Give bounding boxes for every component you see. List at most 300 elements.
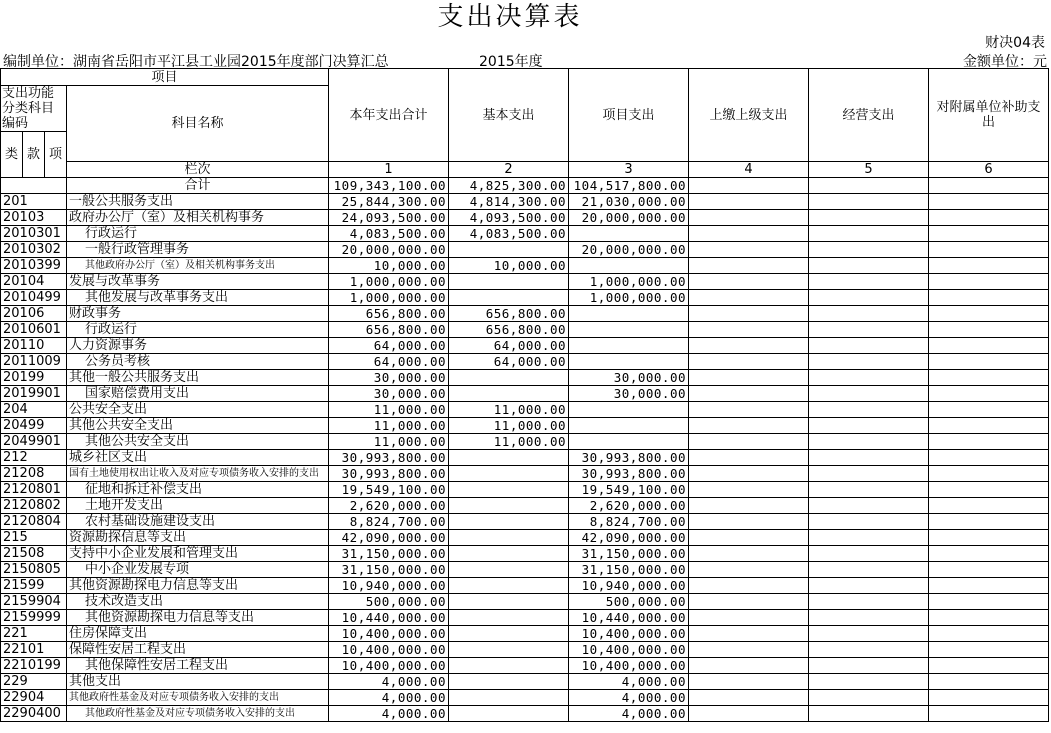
row-c3: 1,000,000.00: [569, 274, 689, 290]
row-c3: 8,824,700.00: [569, 514, 689, 530]
col-no-2: 2: [449, 162, 569, 178]
row-c6: [929, 466, 1049, 482]
row-code: 22101: [1, 642, 67, 658]
row-c2: 4,093,500.00: [449, 210, 569, 226]
row-name: 政府办公厅（室）及相关机构事务: [67, 210, 329, 226]
row-c5: [809, 322, 929, 338]
row-c2: [449, 658, 569, 674]
table-row: [1, 690, 1049, 706]
row-c3: 20,000,000.00: [569, 242, 689, 258]
row-c1: 42,090,000.00: [329, 530, 449, 546]
row-c3: [569, 354, 689, 370]
row-c5: [809, 466, 929, 482]
row-c1: 64,000.00: [329, 338, 449, 354]
row-code: 201: [1, 194, 67, 210]
table-row: [1, 466, 1049, 482]
row-name: 国家赔偿费用支出: [67, 386, 329, 402]
row-code: 20199: [1, 370, 67, 386]
row-name: 国有土地使用权出让收入及对应专项债务收入安排的支出: [67, 466, 329, 482]
row-c1: 19,549,100.00: [329, 482, 449, 498]
row-c6: [929, 578, 1049, 594]
row-c6: [929, 482, 1049, 498]
row-c5: [809, 418, 929, 434]
row-name: 住房保障支出: [67, 626, 329, 642]
row-c5: [809, 706, 929, 722]
row-c2: [449, 498, 569, 514]
row-name: 其他发展与改革事务支出: [67, 290, 329, 306]
row-c6: [929, 434, 1049, 450]
col-no-3: 3: [569, 162, 689, 178]
row-name: 其他资源勘探电力信息等支出: [67, 578, 329, 594]
table-row: [1, 642, 1049, 658]
row-c3: [569, 258, 689, 274]
row-code: 20106: [1, 306, 67, 322]
row-c3: 4,000.00: [569, 674, 689, 690]
row-c6: [929, 242, 1049, 258]
row-c5: [809, 610, 929, 626]
row-c1: 8,824,700.00: [329, 514, 449, 530]
row-c5: [809, 290, 929, 306]
row-name: 其他公共安全支出: [67, 418, 329, 434]
row-c6: [929, 210, 1049, 226]
row-c6: [929, 290, 1049, 306]
report-year: 2015年度: [479, 54, 543, 70]
row-name: 支持中小企业发展和管理支出: [67, 546, 329, 562]
col-no-4: 4: [689, 162, 809, 178]
row-c5: [809, 194, 929, 210]
table-row: [1, 530, 1049, 546]
row-c4: [689, 594, 809, 610]
row-c1: 500,000.00: [329, 594, 449, 610]
row-c6: [929, 626, 1049, 642]
row-c1: 11,000.00: [329, 434, 449, 450]
row-c2: 656,800.00: [449, 322, 569, 338]
row-code: 2010302: [1, 242, 67, 258]
row-c3: 42,090,000.00: [569, 530, 689, 546]
row-name: 一般行政管理事务: [67, 242, 329, 258]
row-c6: [929, 354, 1049, 370]
row-c5: [809, 210, 929, 226]
row-name: 行政运行: [67, 322, 329, 338]
row-c5: [809, 226, 929, 242]
table-row: [1, 274, 1049, 290]
row-c3: 31,150,000.00: [569, 562, 689, 578]
row-c1: 30,993,800.00: [329, 450, 449, 466]
row-c6: [929, 370, 1049, 386]
row-name: 资源勘探信息等支出: [67, 530, 329, 546]
row-c2: [449, 578, 569, 594]
row-code: 21208: [1, 466, 67, 482]
row-c3: 1,000,000.00: [569, 290, 689, 306]
report-title: 支出决算表: [437, 2, 583, 32]
table-row: [1, 594, 1049, 610]
row-c1: 10,400,000.00: [329, 626, 449, 642]
table-row: [1, 258, 1049, 274]
row-c2: 10,000.00: [449, 258, 569, 274]
row-name: 其他支出: [67, 674, 329, 690]
row-c3: 30,993,800.00: [569, 466, 689, 482]
row-c2: [449, 482, 569, 498]
row-c6: [929, 546, 1049, 562]
row-c5: [809, 434, 929, 450]
row-code: 2120802: [1, 498, 67, 514]
row-code: 2010399: [1, 258, 67, 274]
row-c3: [569, 338, 689, 354]
row-c4: [689, 706, 809, 722]
row-c5: [809, 530, 929, 546]
row-c1: 4,000.00: [329, 674, 449, 690]
row-c5: [809, 242, 929, 258]
row-c6: [929, 594, 1049, 610]
row-code: 2150805: [1, 562, 67, 578]
row-name: 其他保障性安居工程支出: [67, 658, 329, 674]
table-row: [1, 194, 1049, 210]
row-c4: [689, 274, 809, 290]
row-c5: [809, 546, 929, 562]
row-c2: [449, 290, 569, 306]
row-c1: 31,150,000.00: [329, 546, 449, 562]
row-c6: [929, 658, 1049, 674]
row-c6: [929, 674, 1049, 690]
row-c6: [929, 562, 1049, 578]
expenditure-table: [0, 68, 1049, 722]
row-code: 2120804: [1, 514, 67, 530]
header-c1: 本年支出合计: [329, 69, 449, 162]
row-c5: [809, 690, 929, 706]
col-no-label: 栏次: [67, 162, 329, 178]
row-name: 财政事务: [67, 306, 329, 322]
row-c1: 30,993,800.00: [329, 466, 449, 482]
row-c5: [809, 498, 929, 514]
row-c1: 30,000.00: [329, 386, 449, 402]
row-name: 发展与改革事务: [67, 274, 329, 290]
total-c3: 104,517,800.00: [569, 178, 689, 194]
row-c2: [449, 370, 569, 386]
row-c1: 4,083,500.00: [329, 226, 449, 242]
total-c1: 109,343,100.00: [329, 178, 449, 194]
row-c4: [689, 562, 809, 578]
row-c4: [689, 386, 809, 402]
row-c3: 10,400,000.00: [569, 626, 689, 642]
row-code: 2010601: [1, 322, 67, 338]
table-row: [1, 578, 1049, 594]
row-code: 20103: [1, 210, 67, 226]
table-row: [1, 706, 1049, 722]
table-row: [1, 338, 1049, 354]
row-c5: [809, 306, 929, 322]
row-c6: [929, 386, 1049, 402]
row-c3: 10,400,000.00: [569, 658, 689, 674]
org-name: 编制单位：湖南省岳阳市平江县工业园2015年度部门决算汇总: [3, 54, 389, 70]
form-number: 财决04表: [985, 35, 1045, 51]
table-row: [1, 498, 1049, 514]
row-c6: [929, 194, 1049, 210]
row-c4: [689, 642, 809, 658]
header-c4: 上缴上级支出: [689, 69, 809, 162]
row-c2: [449, 594, 569, 610]
row-c1: 11,000.00: [329, 402, 449, 418]
row-c3: 19,549,100.00: [569, 482, 689, 498]
row-name: 一般公共服务支出: [67, 194, 329, 210]
row-c6: [929, 322, 1049, 338]
row-code: 229: [1, 674, 67, 690]
row-c5: [809, 274, 929, 290]
table-row: [1, 370, 1049, 386]
row-c2: [449, 450, 569, 466]
table-row: [1, 626, 1049, 642]
row-c4: [689, 466, 809, 482]
row-c1: 10,400,000.00: [329, 658, 449, 674]
row-c5: [809, 482, 929, 498]
row-c6: [929, 530, 1049, 546]
header-c6: 对附属单位补助支出: [929, 69, 1049, 162]
row-c3: 10,940,000.00: [569, 578, 689, 594]
row-c4: [689, 658, 809, 674]
row-c6: [929, 226, 1049, 242]
row-c1: 11,000.00: [329, 418, 449, 434]
row-code: 21508: [1, 546, 67, 562]
row-c4: [689, 306, 809, 322]
row-c3: [569, 434, 689, 450]
row-code: 22904: [1, 690, 67, 706]
row-c6: [929, 338, 1049, 354]
table-row: [1, 418, 1049, 434]
row-c5: [809, 354, 929, 370]
row-c6: [929, 514, 1049, 530]
row-c3: 4,000.00: [569, 690, 689, 706]
row-c2: 11,000.00: [449, 402, 569, 418]
row-c4: [689, 546, 809, 562]
row-c5: [809, 386, 929, 402]
row-name: 人力资源事务: [67, 338, 329, 354]
row-c5: [809, 642, 929, 658]
table-row: [1, 402, 1049, 418]
row-c1: 656,800.00: [329, 306, 449, 322]
row-code: 21599: [1, 578, 67, 594]
row-c4: [689, 210, 809, 226]
row-c2: [449, 610, 569, 626]
row-c1: 20,000,000.00: [329, 242, 449, 258]
row-code: 2210199: [1, 658, 67, 674]
table-row: [1, 242, 1049, 258]
row-c4: [689, 434, 809, 450]
row-c2: [449, 546, 569, 562]
row-c5: [809, 594, 929, 610]
row-name: 其他资源勘探电力信息等支出: [67, 610, 329, 626]
row-c4: [689, 338, 809, 354]
row-c6: [929, 258, 1049, 274]
row-c6: [929, 418, 1049, 434]
row-c5: [809, 450, 929, 466]
row-name: 公共安全支出: [67, 402, 329, 418]
row-c1: 25,844,300.00: [329, 194, 449, 210]
row-code: 2011009: [1, 354, 67, 370]
row-c2: [449, 706, 569, 722]
row-name: 其他政府办公厅（室）及相关机构事务支出: [67, 258, 329, 274]
row-code: 2049901: [1, 434, 67, 450]
row-c3: 500,000.00: [569, 594, 689, 610]
row-name: 技术改造支出: [67, 594, 329, 610]
header-lei: 类: [1, 132, 23, 178]
row-c3: [569, 402, 689, 418]
row-c3: 30,993,800.00: [569, 450, 689, 466]
row-c6: [929, 690, 1049, 706]
row-c4: [689, 402, 809, 418]
row-c1: 10,000.00: [329, 258, 449, 274]
row-c3: 2,620,000.00: [569, 498, 689, 514]
row-code: 2159904: [1, 594, 67, 610]
row-c5: [809, 258, 929, 274]
row-c2: [449, 642, 569, 658]
row-c4: [689, 194, 809, 210]
row-c4: [689, 354, 809, 370]
row-c6: [929, 450, 1049, 466]
col-no-6: 6: [929, 162, 1049, 178]
row-name: 其他公共安全支出: [67, 434, 329, 450]
row-c2: [449, 466, 569, 482]
row-c2: [449, 690, 569, 706]
table-row: [1, 450, 1049, 466]
row-code: 221: [1, 626, 67, 642]
row-c2: [449, 274, 569, 290]
row-code: 2010499: [1, 290, 67, 306]
row-c5: [809, 658, 929, 674]
row-c3: 20,000,000.00: [569, 210, 689, 226]
header-func-class: 支出功能分类科目编码: [1, 86, 67, 132]
table-row: [1, 514, 1049, 530]
table-row: [1, 658, 1049, 674]
row-c3: 4,000.00: [569, 706, 689, 722]
row-code: 2159999: [1, 610, 67, 626]
col-no-5: 5: [809, 162, 929, 178]
row-c4: [689, 322, 809, 338]
row-c2: [449, 242, 569, 258]
row-c4: [689, 514, 809, 530]
table-row: [1, 210, 1049, 226]
row-c4: [689, 610, 809, 626]
row-c3: [569, 226, 689, 242]
row-c1: 64,000.00: [329, 354, 449, 370]
row-c2: 4,814,300.00: [449, 194, 569, 210]
row-c5: [809, 562, 929, 578]
row-c3: 31,150,000.00: [569, 546, 689, 562]
table-row: [1, 562, 1049, 578]
row-name: 征地和拆迁补偿支出: [67, 482, 329, 498]
row-c3: [569, 418, 689, 434]
total-c4: [689, 178, 809, 194]
row-c5: [809, 674, 929, 690]
row-c3: 21,030,000.00: [569, 194, 689, 210]
row-c4: [689, 482, 809, 498]
row-c1: 4,000.00: [329, 706, 449, 722]
row-c4: [689, 690, 809, 706]
header-subject-name: 科目名称: [67, 86, 329, 162]
row-code: 2120801: [1, 482, 67, 498]
header-c5: 经营支出: [809, 69, 929, 162]
row-c6: [929, 610, 1049, 626]
row-c1: 10,400,000.00: [329, 642, 449, 658]
table-row: [1, 226, 1049, 242]
row-c1: 656,800.00: [329, 322, 449, 338]
row-name: 公务员考核: [67, 354, 329, 370]
row-c6: [929, 642, 1049, 658]
row-code: 212: [1, 450, 67, 466]
row-c2: [449, 562, 569, 578]
row-c4: [689, 242, 809, 258]
header-c3: 项目支出: [569, 69, 689, 162]
table-row: [1, 386, 1049, 402]
row-c1: 4,000.00: [329, 690, 449, 706]
row-c4: [689, 578, 809, 594]
table-row: [1, 674, 1049, 690]
row-c2: 64,000.00: [449, 338, 569, 354]
row-c5: [809, 370, 929, 386]
col-no-1: 1: [329, 162, 449, 178]
row-code: 20110: [1, 338, 67, 354]
row-c3: [569, 306, 689, 322]
row-c2: 11,000.00: [449, 418, 569, 434]
row-c2: 11,000.00: [449, 434, 569, 450]
row-code: 204: [1, 402, 67, 418]
row-c5: [809, 578, 929, 594]
row-name: 其他一般公共服务支出: [67, 370, 329, 386]
row-c4: [689, 626, 809, 642]
row-c6: [929, 402, 1049, 418]
header-kuan: 款: [23, 132, 45, 178]
total-label: 合计: [67, 178, 329, 194]
row-c1: 1,000,000.00: [329, 290, 449, 306]
row-c3: 30,000.00: [569, 386, 689, 402]
row-c4: [689, 450, 809, 466]
row-name: 其他政府性基金及对应专项债务收入安排的支出: [67, 706, 329, 722]
row-name: 中小企业发展专项: [67, 562, 329, 578]
row-c6: [929, 706, 1049, 722]
row-c2: [449, 626, 569, 642]
row-c1: 30,000.00: [329, 370, 449, 386]
row-c3: 30,000.00: [569, 370, 689, 386]
row-c6: [929, 306, 1049, 322]
row-c3: [569, 322, 689, 338]
row-code: 2010301: [1, 226, 67, 242]
table-row: [1, 354, 1049, 370]
total-c5: [809, 178, 929, 194]
total-row: [1, 178, 1049, 194]
table-row: [1, 610, 1049, 626]
row-c2: [449, 386, 569, 402]
header-project: 项目: [1, 69, 329, 86]
table-row: [1, 290, 1049, 306]
row-c6: [929, 498, 1049, 514]
row-c2: [449, 674, 569, 690]
row-c6: [929, 274, 1049, 290]
total-code-cell: [1, 178, 67, 194]
table-row: [1, 306, 1049, 322]
row-code: 20104: [1, 274, 67, 290]
table-row: [1, 322, 1049, 338]
row-c4: [689, 498, 809, 514]
row-code: 2019901: [1, 386, 67, 402]
row-c1: 1,000,000.00: [329, 274, 449, 290]
table-row: [1, 434, 1049, 450]
row-name: 其他政府性基金及对应专项债务收入安排的支出: [67, 690, 329, 706]
row-name: 行政运行: [67, 226, 329, 242]
row-name: 土地开发支出: [67, 498, 329, 514]
row-c5: [809, 338, 929, 354]
row-c2: 656,800.00: [449, 306, 569, 322]
row-c1: 24,093,500.00: [329, 210, 449, 226]
row-c1: 31,150,000.00: [329, 562, 449, 578]
row-name: 保障性安居工程支出: [67, 642, 329, 658]
